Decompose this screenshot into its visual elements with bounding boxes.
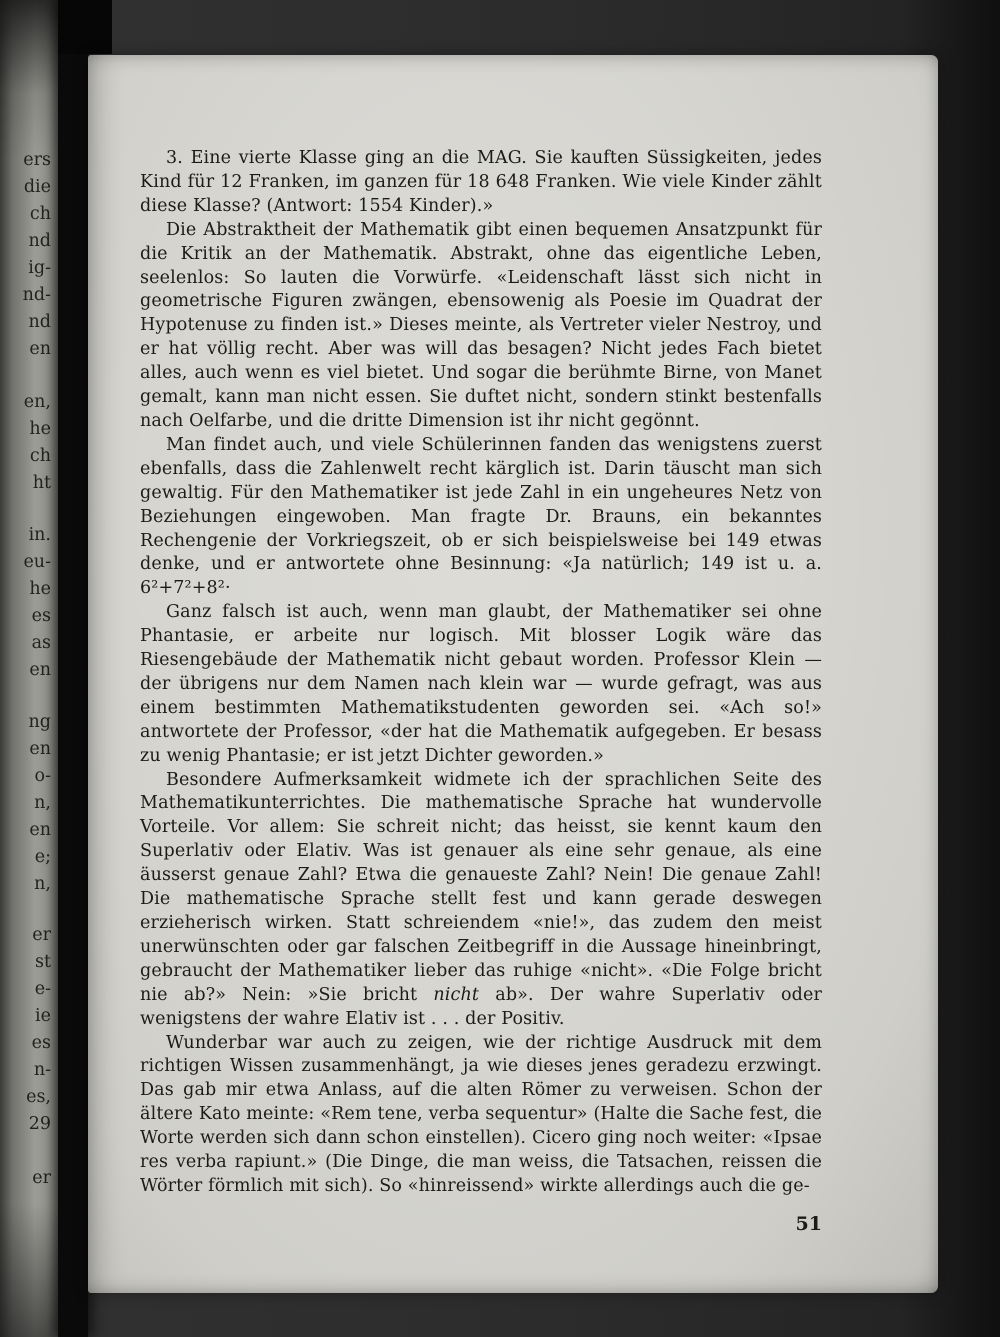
- paragraph: [140, 147, 822, 219]
- cutoff-text-fragment: en,: [23, 392, 51, 412]
- cutoff-text-fragment: st: [34, 952, 51, 972]
- paragraph: [140, 434, 822, 601]
- cutoff-text-fragment: eu-: [23, 552, 51, 572]
- cutoff-text-fragment: e;: [34, 847, 51, 867]
- cutoff-text-fragment: he: [29, 419, 51, 439]
- text-run: 3. Eine vierte Klasse ging an die MAG. Sie kauften Süssigkeiten, jedes Kind für 12 Franken, im ganzen für 18 648 Franken. Wie viele Kinder zählt diese Klasse? (Antwort: 1554 Kinder).»: [140, 148, 822, 216]
- spine-top-shadow: [58, 0, 112, 54]
- cutoff-text-fragment: er: [32, 925, 51, 945]
- cutoff-text-fragment: en: [29, 660, 51, 680]
- cutoff-text-fragment: es,: [26, 1087, 51, 1107]
- paragraph: [140, 601, 822, 768]
- cutoff-text-fragment: ng: [28, 712, 51, 732]
- cutoff-text-fragment: 29: [28, 1114, 51, 1134]
- paragraph: [140, 1032, 822, 1199]
- cutoff-text-fragment: e-: [34, 979, 51, 999]
- paragraph: [140, 769, 822, 1032]
- cutoff-text-fragment: ig-: [28, 258, 51, 278]
- text-run: Besondere Aufmerksamkeit widmete ich der sprachlichen Seite des Mathematikunterrichtes. Die mathematische Sprache hat wundervolle Vorteile. Vor allem: Sie schreit nicht; das heisst, sie kennt kaum den Superlativ oder Elativ. Was ist genauer als eine sehr genaue, als eine äusserst genaue Zahl? Etwa die genaueste Zahl? Nein! Die genaue Zahl! Die mathematische Sprache stellt fest und kann gerade deswegen erzieherisch wirken. Statt schreiendem «nie!», das zudem den meist unerwünschten oder gar falschen Zeitbegriff in die Aussage hineinbringt, gebraucht der Mathematiker lieber das ruhige «nicht». «Die Folge bricht nie ab?» Nein: »Sie bricht: [140, 769, 822, 1005]
- text-run: Man findet auch, und viele Schülerinnen fanden das wenigstens zuerst ebenfalls, dass die Zahlenwelt recht kärglich ist. Darin täuscht man sich gewaltig. Für den Mathematiker ist jede Zahl in ein ungeheures Netz von Beziehungen eingewoben. Man fragte Dr. Brauns, ein bekanntes Rechengenie der Vorkriegszeit, ob er sich beispielsweise bei 149 etwas denke, und er antwortete ohne Besinnung: «Ja natürlich; 149 ist u. a. 6²+7²+8²·: [140, 434, 822, 599]
- cutoff-text-fragment: in.: [28, 525, 51, 545]
- cutoff-text-fragment: n,: [34, 874, 51, 894]
- cutoff-text-fragment: as: [31, 633, 51, 653]
- cutoff-text-fragment: n-: [33, 1060, 51, 1080]
- text-run: ab». Der wahre Superlativ oder wenigstens der wahre Elativ ist . . . der Positiv.: [140, 984, 822, 1029]
- cutoff-text-fragment: nd: [28, 312, 51, 332]
- cutoff-text-fragment: nd-: [22, 285, 51, 305]
- cutoff-text-fragment: he: [29, 579, 51, 599]
- paragraph: [140, 219, 822, 434]
- cutoff-text-fragment: ie: [35, 1006, 51, 1026]
- cutoff-text-fragment: die: [23, 177, 51, 197]
- italic-text-run: nicht: [433, 984, 480, 1005]
- text-run: Ganz falsch ist auch, wenn man glaubt, der Mathematiker sei ohne Phantasie, er arbeite nur logisch. Mit blosser Logik wäre das Riesengebäude der Mathematik nicht gebaut worden. Professor Klein — der übrigens nur dem Namen nach klein war — wurde gefragt, was aus einem bestimmten Mathematikstudenten geworden sei. «Ach so!» antwortete der Professor, «der hat die Mathematik aufgegeben. Er besass zu wenig Phantasie; er ist jetzt Dichter geworden.»: [140, 602, 822, 766]
- previous-page-edge: [0, 0, 58, 1337]
- cutoff-text-fragment: es: [31, 1033, 51, 1053]
- cutoff-text-fragment: n,: [34, 793, 51, 813]
- text-run: Die Abstraktheit der Mathematik gibt einen bequemen Ansatzpunkt für die Kritik an der Mathematik. Abstrakt, ohne das eigentliche Leben, seelenlos: So lauten die Vorwürfe. «Leidenschaft lässt sich nicht in geometrische Figuren zwängen, ebensowenig als Poesie im Quadrat der Hypotenuse zu finden ist.» Dieses meinte, als Vertreter vieler Nestroy, und er hat völlig recht. Aber was will das besagen? Nicht jedes Fach bietet alles, auch wenn es viel bietet. Und sogar die berühmte Birne, von Manet gemalt, kann man nicht essen. Sie duftet nicht, sondern stinkt bestenfalls nach Oelfarbe, und die dritte Dimension ist ihr nicht gegönnt.: [140, 219, 822, 431]
- cutoff-text-fragment: ch: [29, 204, 51, 224]
- text-run: Wunderbar war auch zu zeigen, wie der richtige Ausdruck mit dem richtigen Wissen zusammenhängt, ja wie dieses jenes geradezu erzwingt. Das gab mir etwa Anlass, auf die alten Römer zu verweisen. Schon der ältere Kato meinte: «Rem tene, verba sequentur» (Halte die Sache fest, die Worte werden sich dann schon einstellen). Cicero ging noch weiter: «Ipsae res verba rapiunt.» (Die Dinge, die man weiss, die Tatsachen, reissen die Wörter förmlich mit sich). So «hinreissend» wirkte allerdings auch die ge-: [140, 1032, 822, 1196]
- cutoff-text-fragment: en: [29, 339, 51, 359]
- page-text: [140, 147, 822, 1199]
- cutoff-text-fragment: nd: [28, 231, 51, 251]
- page-number: 51: [795, 1213, 822, 1235]
- book-page: [88, 55, 938, 1293]
- cutoff-text-fragment: en: [29, 739, 51, 759]
- cutoff-text-fragment: ch: [29, 446, 51, 466]
- cutoff-text-fragment: ers: [23, 150, 51, 170]
- cutoff-text-fragment: o-: [34, 766, 51, 786]
- cutoff-text-fragment: es: [31, 606, 51, 626]
- book-spine-gutter: [58, 0, 88, 1337]
- cutoff-text-fragment: ht: [32, 473, 51, 493]
- cutoff-text-fragment: en: [29, 820, 51, 840]
- cutoff-text-fragment: er: [32, 1168, 51, 1188]
